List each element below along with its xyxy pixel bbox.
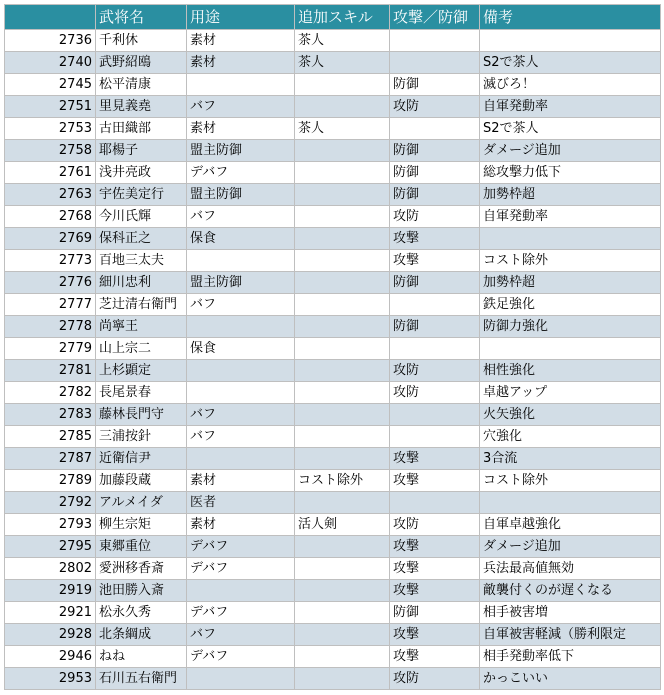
cell-name[interactable]: 尚寧王 — [96, 316, 187, 338]
cell-id[interactable]: 2753 — [5, 118, 96, 140]
cell-notes[interactable]: 兵法最高値無効 — [480, 558, 661, 580]
cell-name[interactable]: 保科正之 — [96, 228, 187, 250]
cell-use[interactable]: 素材 — [187, 470, 295, 492]
cell-notes[interactable]: 自軍被害軽減（勝利限定 — [480, 624, 661, 646]
cell-notes[interactable]: 敵襲付くのが遅くなる — [480, 580, 661, 602]
table-row — [5, 316, 661, 338]
cell-notes[interactable]: 3合流 — [480, 448, 661, 470]
cell-name[interactable]: 百地三太夫 — [96, 250, 187, 272]
table-row — [5, 162, 661, 184]
cell-skill[interactable] — [295, 140, 390, 162]
cell-skill[interactable]: 活人剣 — [295, 514, 390, 536]
cell-attack-defense[interactable]: 攻撃 — [390, 536, 480, 558]
header-cell-use[interactable]: 用途 — [187, 5, 295, 30]
cell-skill[interactable] — [295, 316, 390, 338]
cell-use[interactable] — [187, 74, 295, 96]
table-row — [5, 668, 661, 690]
table-row — [5, 250, 661, 272]
cell-notes[interactable]: S2で茶人 — [480, 52, 661, 74]
cell-use[interactable] — [187, 316, 295, 338]
table-row — [5, 492, 661, 514]
cell-attack-defense[interactable]: 防御 — [390, 184, 480, 206]
table-row — [5, 646, 661, 668]
cell-notes[interactable]: 火矢強化 — [480, 404, 661, 426]
cell-id[interactable]: 2793 — [5, 514, 96, 536]
table-row — [5, 30, 661, 52]
cell-use[interactable]: 盟主防御 — [187, 184, 295, 206]
cell-attack-defense[interactable]: 攻防 — [390, 514, 480, 536]
cell-use[interactable] — [187, 360, 295, 382]
cell-skill[interactable] — [295, 448, 390, 470]
table-row — [5, 140, 661, 162]
cell-skill[interactable] — [295, 404, 390, 426]
cell-attack-defense[interactable] — [390, 30, 480, 52]
cell-attack-defense[interactable] — [390, 404, 480, 426]
cell-attack-defense[interactable]: 攻防 — [390, 668, 480, 690]
cell-use[interactable]: バフ — [187, 426, 295, 448]
cell-name[interactable]: ねね — [96, 646, 187, 668]
cell-id[interactable]: 2792 — [5, 492, 96, 514]
cell-skill[interactable] — [295, 558, 390, 580]
cell-attack-defense[interactable]: 防御 — [390, 74, 480, 96]
cell-use[interactable] — [187, 382, 295, 404]
cell-name[interactable]: 松永久秀 — [96, 602, 187, 624]
cell-attack-defense[interactable]: 防御 — [390, 272, 480, 294]
cell-name[interactable]: 東郷重位 — [96, 536, 187, 558]
table-row — [5, 426, 661, 448]
cell-skill[interactable]: 茶人 — [295, 52, 390, 74]
cell-use[interactable] — [187, 250, 295, 272]
table-row — [5, 470, 661, 492]
cell-attack-defense[interactable]: 攻防 — [390, 360, 480, 382]
cell-skill[interactable] — [295, 382, 390, 404]
cell-attack-defense[interactable]: 攻撃 — [390, 580, 480, 602]
table-row — [5, 360, 661, 382]
cell-use[interactable]: 医者 — [187, 492, 295, 514]
cell-attack-defense[interactable]: 攻撃 — [390, 250, 480, 272]
cell-name[interactable]: 宇佐美定行 — [96, 184, 187, 206]
cell-name[interactable]: 加藤段蔵 — [96, 470, 187, 492]
cell-id[interactable]: 2769 — [5, 228, 96, 250]
cell-id[interactable]: 2745 — [5, 74, 96, 96]
table-body — [5, 30, 661, 690]
cell-id[interactable]: 2787 — [5, 448, 96, 470]
cell-notes[interactable]: 加勢枠超 — [480, 272, 661, 294]
cell-attack-defense[interactable] — [390, 426, 480, 448]
general-list-table — [4, 4, 661, 690]
cell-skill[interactable] — [295, 184, 390, 206]
cell-notes[interactable]: 総攻撃力低下 — [480, 162, 661, 184]
cell-id[interactable]: 2761 — [5, 162, 96, 184]
cell-notes[interactable]: 自軍発動率 — [480, 96, 661, 118]
cell-attack-defense[interactable]: 防御 — [390, 316, 480, 338]
cell-attack-defense[interactable] — [390, 492, 480, 514]
cell-id[interactable]: 2782 — [5, 382, 96, 404]
cell-name[interactable]: 三浦按針 — [96, 426, 187, 448]
cell-attack-defense[interactable]: 攻撃 — [390, 558, 480, 580]
cell-id[interactable]: 2789 — [5, 470, 96, 492]
table-row — [5, 294, 661, 316]
cell-notes[interactable]: ダメージ追加 — [480, 536, 661, 558]
header-cell-skill[interactable]: 追加スキル — [295, 5, 390, 30]
cell-id[interactable]: 2758 — [5, 140, 96, 162]
cell-notes[interactable]: 相手発動率低下 — [480, 646, 661, 668]
cell-attack-defense[interactable] — [390, 338, 480, 360]
cell-use[interactable]: バフ — [187, 624, 295, 646]
cell-notes[interactable]: ダメージ追加 — [480, 140, 661, 162]
cell-notes[interactable]: 自軍卓越強化 — [480, 514, 661, 536]
cell-skill[interactable]: 茶人 — [295, 118, 390, 140]
header-row — [5, 5, 661, 30]
cell-skill[interactable] — [295, 294, 390, 316]
cell-name[interactable]: 上杉顕定 — [96, 360, 187, 382]
table-row — [5, 272, 661, 294]
header-cell-attack-defense[interactable]: 攻撃／防御 — [390, 5, 480, 30]
cell-notes[interactable]: コスト除外 — [480, 470, 661, 492]
cell-attack-defense[interactable]: 攻撃 — [390, 228, 480, 250]
cell-attack-defense[interactable] — [390, 294, 480, 316]
cell-skill[interactable] — [295, 668, 390, 690]
table-row — [5, 624, 661, 646]
cell-notes[interactable] — [480, 492, 661, 514]
cell-attack-defense[interactable]: 攻防 — [390, 96, 480, 118]
cell-id[interactable]: 2953 — [5, 668, 96, 690]
table-row — [5, 580, 661, 602]
cell-name[interactable]: 石川五右衛門 — [96, 668, 187, 690]
cell-id[interactable]: 2778 — [5, 316, 96, 338]
table-row — [5, 338, 661, 360]
cell-skill[interactable] — [295, 426, 390, 448]
cell-attack-defense[interactable]: 防御 — [390, 602, 480, 624]
cell-notes[interactable]: 卓越アップ — [480, 382, 661, 404]
cell-id[interactable]: 2777 — [5, 294, 96, 316]
cell-attack-defense[interactable]: 攻防 — [390, 206, 480, 228]
table-row — [5, 118, 661, 140]
cell-use[interactable]: デバフ — [187, 536, 295, 558]
cell-name[interactable]: 北条綱成 — [96, 624, 187, 646]
cell-name[interactable]: 千利休 — [96, 30, 187, 52]
table-row — [5, 514, 661, 536]
cell-use[interactable]: 素材 — [187, 30, 295, 52]
cell-id[interactable]: 2802 — [5, 558, 96, 580]
cell-id[interactable]: 2783 — [5, 404, 96, 426]
cell-use[interactable]: バフ — [187, 404, 295, 426]
cell-id[interactable]: 2779 — [5, 338, 96, 360]
cell-use[interactable] — [187, 580, 295, 602]
cell-skill[interactable] — [295, 96, 390, 118]
cell-attack-defense[interactable]: 攻防 — [390, 382, 480, 404]
cell-attack-defense[interactable]: 攻撃 — [390, 624, 480, 646]
cell-skill[interactable] — [295, 228, 390, 250]
cell-use[interactable]: バフ — [187, 206, 295, 228]
cell-notes[interactable]: 相手被害増 — [480, 602, 661, 624]
cell-skill[interactable]: コスト除外 — [295, 470, 390, 492]
cell-use[interactable]: デバフ — [187, 162, 295, 184]
table-row — [5, 96, 661, 118]
cell-notes[interactable]: 穴強化 — [480, 426, 661, 448]
cell-use[interactable]: デバフ — [187, 558, 295, 580]
cell-notes[interactable] — [480, 30, 661, 52]
table-row — [5, 52, 661, 74]
cell-id[interactable]: 2768 — [5, 206, 96, 228]
cell-skill[interactable] — [295, 492, 390, 514]
cell-name[interactable]: 芝辻清右衛門 — [96, 294, 187, 316]
cell-notes[interactable] — [480, 228, 661, 250]
cell-id[interactable]: 2919 — [5, 580, 96, 602]
table-row — [5, 602, 661, 624]
cell-name[interactable]: 松平清康 — [96, 74, 187, 96]
cell-name[interactable]: 耶楊子 — [96, 140, 187, 162]
cell-notes[interactable]: かっこいい — [480, 668, 661, 690]
cell-attack-defense[interactable]: 攻撃 — [390, 646, 480, 668]
cell-id[interactable]: 2921 — [5, 602, 96, 624]
cell-use[interactable]: デバフ — [187, 646, 295, 668]
table-row — [5, 382, 661, 404]
cell-skill[interactable]: 茶人 — [295, 30, 390, 52]
cell-name[interactable]: 藤林長門守 — [96, 404, 187, 426]
cell-id[interactable]: 2795 — [5, 536, 96, 558]
cell-notes[interactable]: コスト除外 — [480, 250, 661, 272]
table-row — [5, 228, 661, 250]
cell-use[interactable]: バフ — [187, 294, 295, 316]
cell-skill[interactable] — [295, 250, 390, 272]
cell-skill[interactable] — [295, 602, 390, 624]
cell-name[interactable]: 武野紹鴎 — [96, 52, 187, 74]
cell-use[interactable] — [187, 448, 295, 470]
cell-notes[interactable]: 加勢枠超 — [480, 184, 661, 206]
cell-id[interactable]: 2928 — [5, 624, 96, 646]
cell-attack-defense[interactable]: 防御 — [390, 162, 480, 184]
table-row — [5, 184, 661, 206]
cell-attack-defense[interactable]: 防御 — [390, 140, 480, 162]
cell-skill[interactable] — [295, 536, 390, 558]
cell-use[interactable]: バフ — [187, 96, 295, 118]
cell-name[interactable]: 柳生宗矩 — [96, 514, 187, 536]
cell-id[interactable]: 2763 — [5, 184, 96, 206]
table-row — [5, 536, 661, 558]
cell-use[interactable]: 素材 — [187, 52, 295, 74]
header-cell-name[interactable]: 武将名 — [96, 5, 187, 30]
cell-skill[interactable] — [295, 338, 390, 360]
cell-name[interactable]: 浅井亮政 — [96, 162, 187, 184]
cell-name[interactable]: 里見義堯 — [96, 96, 187, 118]
cell-use[interactable]: 保食 — [187, 228, 295, 250]
cell-name[interactable]: 今川氏輝 — [96, 206, 187, 228]
cell-notes[interactable]: 防御力強化 — [480, 316, 661, 338]
cell-name[interactable]: 池田勝入斎 — [96, 580, 187, 602]
cell-id[interactable]: 2773 — [5, 250, 96, 272]
cell-use[interactable]: 素材 — [187, 118, 295, 140]
table-row — [5, 448, 661, 470]
cell-attack-defense[interactable] — [390, 118, 480, 140]
cell-name[interactable]: 古田織部 — [96, 118, 187, 140]
table-row — [5, 74, 661, 96]
cell-name[interactable]: 細川忠利 — [96, 272, 187, 294]
cell-notes[interactable]: 滅びろ！ — [480, 74, 661, 96]
cell-id[interactable]: 2740 — [5, 52, 96, 74]
cell-skill[interactable] — [295, 646, 390, 668]
cell-notes[interactable]: S2で茶人 — [480, 118, 661, 140]
cell-skill[interactable] — [295, 206, 390, 228]
cell-skill[interactable] — [295, 624, 390, 646]
cell-id[interactable]: 2781 — [5, 360, 96, 382]
cell-id[interactable]: 2946 — [5, 646, 96, 668]
cell-skill[interactable] — [295, 580, 390, 602]
cell-notes[interactable]: 自軍発動率 — [480, 206, 661, 228]
cell-name[interactable]: 愛洲移香斎 — [96, 558, 187, 580]
table-row — [5, 558, 661, 580]
cell-skill[interactable] — [295, 272, 390, 294]
cell-skill[interactable] — [295, 74, 390, 96]
cell-skill[interactable] — [295, 360, 390, 382]
table-row — [5, 206, 661, 228]
cell-attack-defense[interactable]: 攻撃 — [390, 448, 480, 470]
cell-use[interactable]: 素材 — [187, 514, 295, 536]
cell-name[interactable]: アルメイダ — [96, 492, 187, 514]
table-row — [5, 404, 661, 426]
cell-use[interactable]: 盟主防御 — [187, 272, 295, 294]
cell-use[interactable] — [187, 668, 295, 690]
cell-use[interactable]: 盟主防御 — [187, 140, 295, 162]
cell-notes[interactable] — [480, 338, 661, 360]
cell-name[interactable]: 長尾景春 — [96, 382, 187, 404]
cell-id[interactable]: 2776 — [5, 272, 96, 294]
cell-use[interactable]: 保食 — [187, 338, 295, 360]
header-cell-notes[interactable]: 備考 — [480, 5, 661, 30]
cell-notes[interactable]: 相性強化 — [480, 360, 661, 382]
cell-name[interactable]: 山上宗二 — [96, 338, 187, 360]
cell-use[interactable]: デバフ — [187, 602, 295, 624]
cell-id[interactable]: 2736 — [5, 30, 96, 52]
cell-id[interactable]: 2785 — [5, 426, 96, 448]
cell-attack-defense[interactable]: 攻撃 — [390, 470, 480, 492]
header-cell-id[interactable] — [5, 5, 96, 30]
cell-notes[interactable]: 鉄足強化 — [480, 294, 661, 316]
cell-id[interactable]: 2751 — [5, 96, 96, 118]
cell-attack-defense[interactable] — [390, 52, 480, 74]
table-header — [5, 5, 661, 30]
cell-skill[interactable] — [295, 162, 390, 184]
cell-name[interactable]: 近衛信尹 — [96, 448, 187, 470]
